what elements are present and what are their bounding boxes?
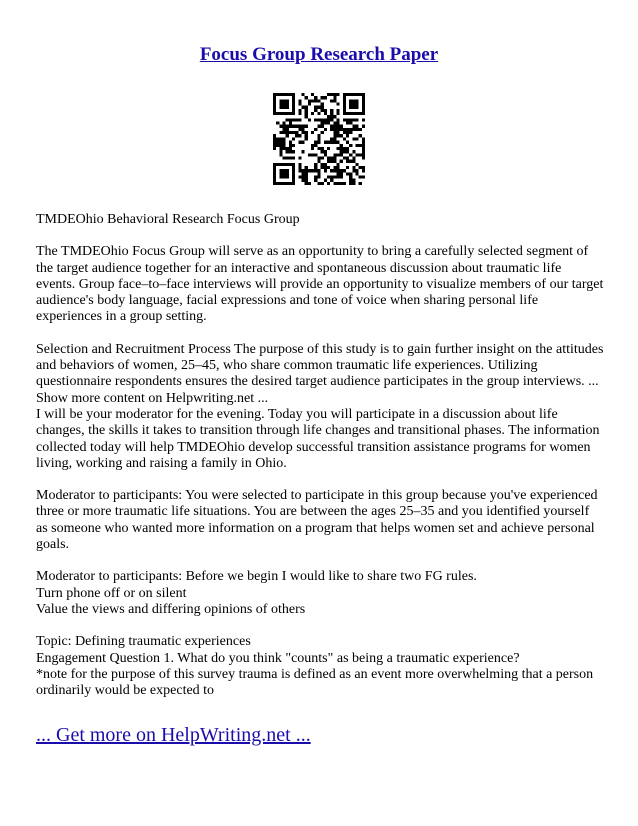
page-title-link[interactable]: Focus Group Research Paper — [199, 44, 439, 65]
engagement-question-1: Engagement Question 1. What do you think "counts" as being a traumatic experience? — [36, 650, 520, 666]
rule-item-1: Turn phone off or on silent — [36, 585, 187, 601]
selection-text: Selection and Recruitment Process The purpose of this study is to gain further insight on the attitudes and behaviors of women, 25–45, who share common traumatic life experiences. Utilizing questionnaire respondents ensures the desired target audience participates in the group interviews. ... — [36, 341, 604, 390]
topic-line: Topic: Defining traumatic experiences — [36, 634, 251, 650]
paragraph-rules — [36, 569, 604, 618]
paragraph-topic — [36, 634, 604, 699]
paragraph-moderator-intro: I will be your moderator for the evening. Today you will participate in a discussion about life changes, the skills it takes to transition through life changes and transitional phases. The information collected today will help TMDEOhio develop successful transition assistance programs for women living, working and raising a family in Ohio. — [36, 406, 600, 471]
document-body — [36, 212, 604, 715]
rules-intro: Moderator to participants: Before we begin I would like to share two FG rules. — [36, 569, 477, 585]
show-more-text: Show more content on Helpwriting.net ... — [36, 390, 269, 406]
rule-item-2: Value the views and differing opinions of others — [36, 601, 306, 617]
paragraph-moderator-selected: Moderator to participants: You were selected to participate in this group because you've experienced three or more traumatic life situations. You are between the ages 25–35 and you identified yourself as someone who wanted more information on a program that helps women set and achieve personal goals. — [36, 488, 598, 553]
body-heading: TMDEOhio Behavioral Research Focus Group — [36, 212, 300, 227]
paragraph-selection — [36, 342, 604, 407]
qr-code-icon — [273, 93, 365, 185]
paragraph-intro: The TMDEOhio Focus Group will serve as an opportunity to bring a carefully selected segment of the target audience together for an interactive and spontaneous discussion about traumatic life events. Group face–to–face interviews will provide an opportunity to visualize members of our target audience's body language, facial expressions and tone of voice when sharing personal life experiences in a group setting. — [36, 244, 604, 325]
get-more-link[interactable]: ... Get more on HelpWriting.net ... — [36, 724, 311, 746]
trauma-note: *note for the purpose of this survey trauma is defined as an event more overwhelming that a person ordinarily would be expected to — [36, 666, 594, 699]
